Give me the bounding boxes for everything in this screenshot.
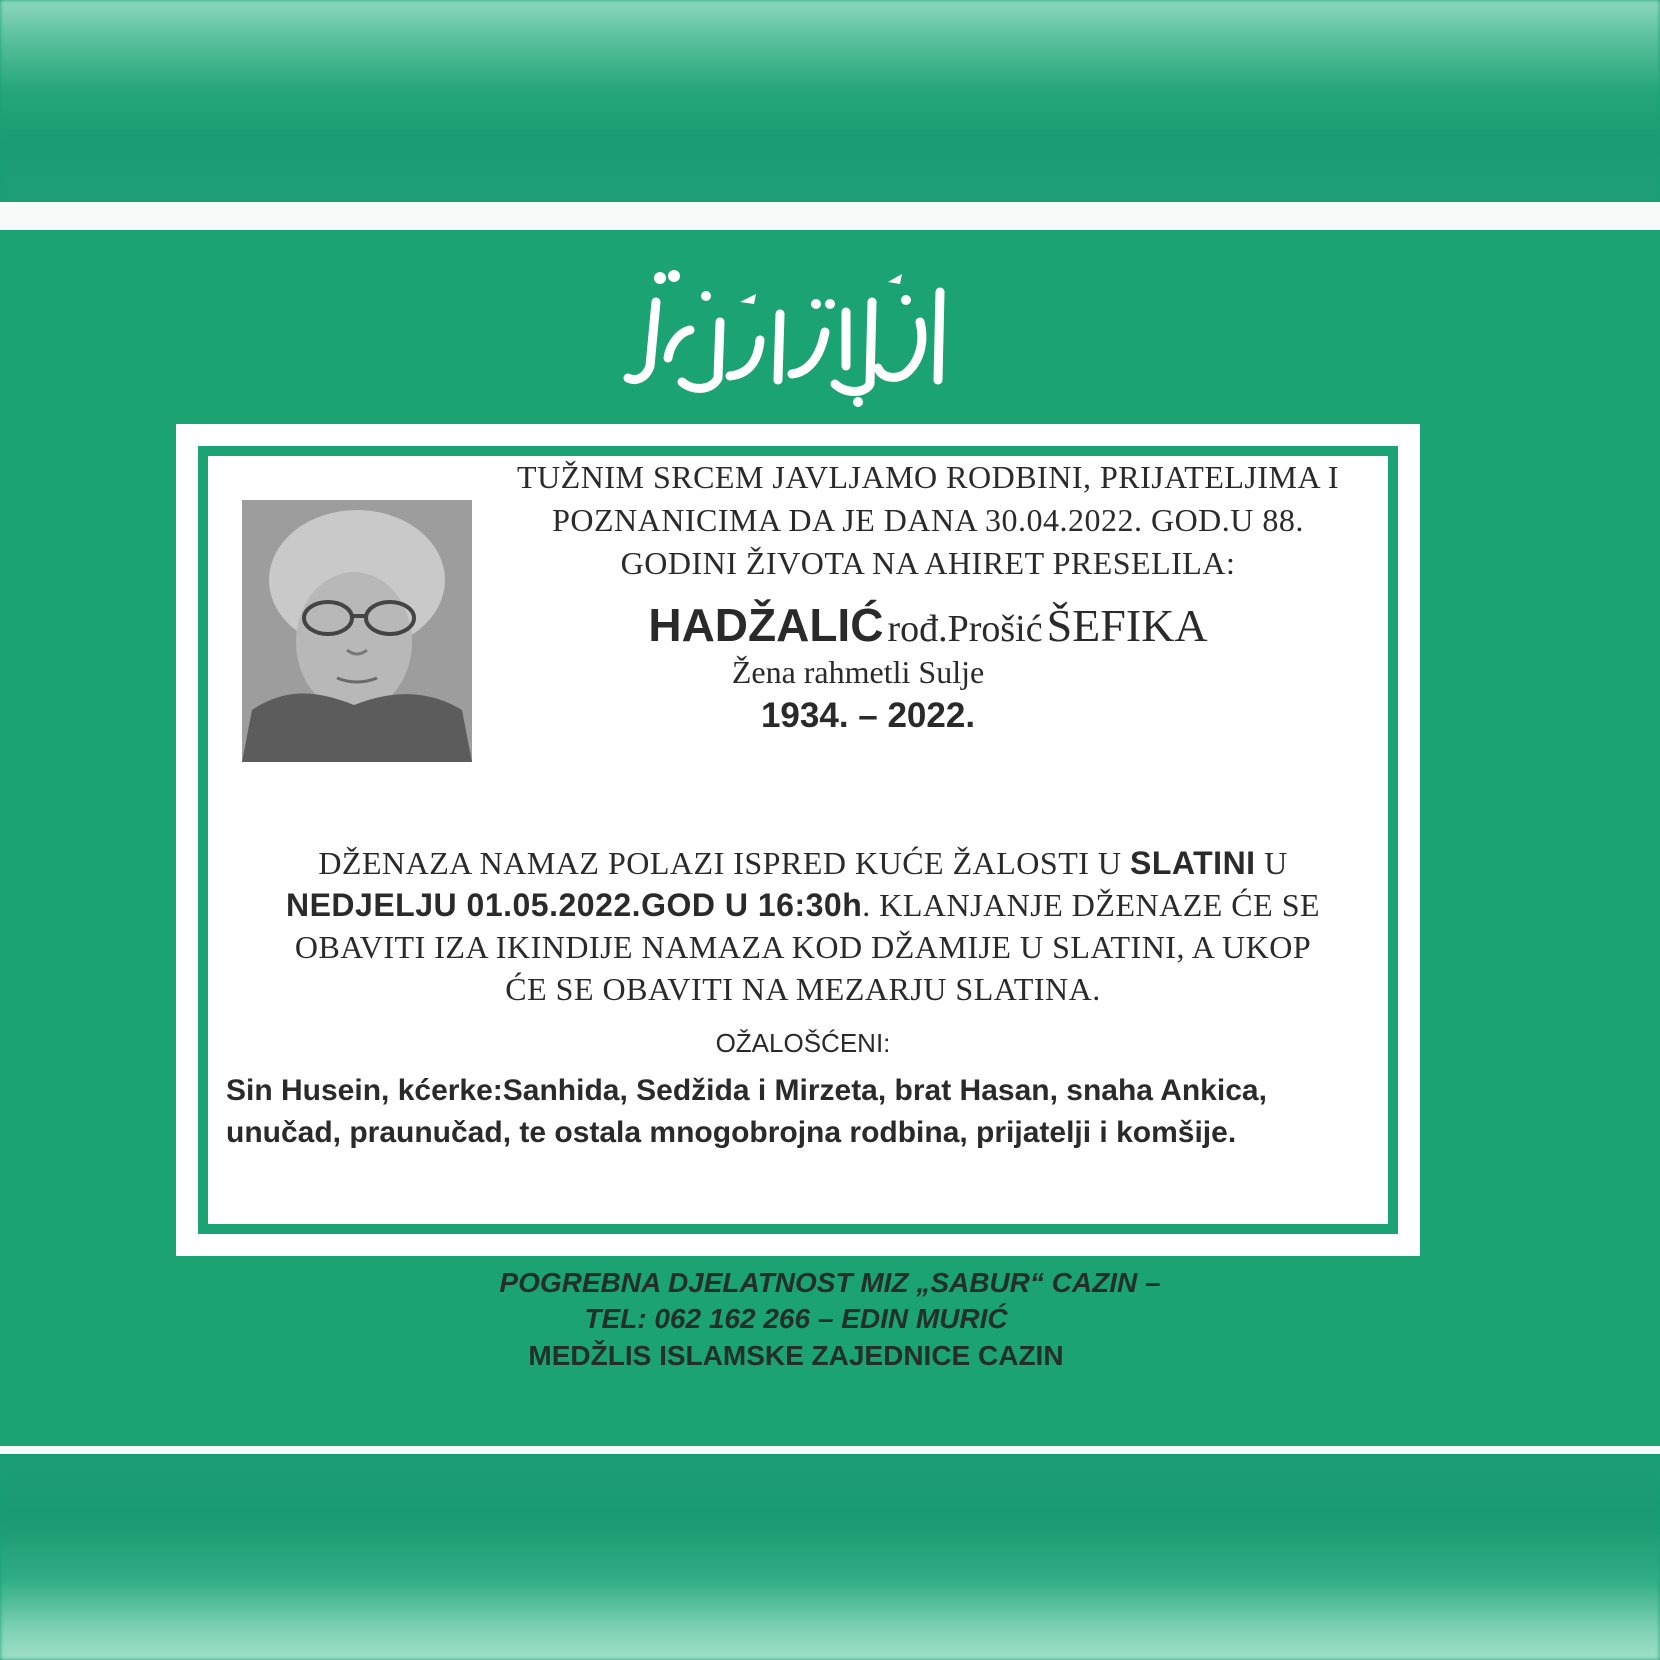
funeral-line-3: OBAVITI IZA IKINDIJE NAMAZA KOD DŽAMIJE U SLATINI, A UKOP: [294, 929, 1312, 965]
funeral-place: SLATINI: [1130, 845, 1256, 881]
mourners-label: OŽALOŠĆENI:: [715, 1028, 891, 1058]
funeral-date-time: NEDJELJU 01.05.2022.GOD U 16:30h: [285, 887, 863, 923]
intro-announcement: [478, 456, 1378, 585]
deceased-maiden-name: rođ.Prošić: [887, 608, 1043, 650]
footer-phone: TEL: 062 162 266 – EDIN MURIĆ: [584, 1303, 1008, 1334]
funeral-line-2-text: . KLANJANJE DŽENAZE ĆE SE: [862, 887, 1321, 923]
intro-line-2: POZNANICIMA DA JE DANA 30.04.2022. GOD.U 88.: [552, 502, 1304, 538]
intro-line-3: GODINI ŽIVOTA NA AHIRET PRESELILA:: [620, 545, 1236, 581]
funeral-line-1-text: DŽENAZA NAMAZ POLAZI ISPRED KUĆE ŽALOSTI U: [318, 845, 1130, 881]
deceased-given-name: ŠEFIKA: [1046, 600, 1208, 651]
bottom-blurred-band: [0, 1460, 1660, 1660]
footer-organization: MEDŽLIS ISLAMSKE ZAJEDNICE CAZIN: [528, 1340, 1064, 1371]
deceased-surname: HADŽALIĆ: [648, 599, 884, 651]
funeral-line-2: [228, 884, 1378, 926]
funeral-line-4: ĆE SE OBAVITI NA MEZARJU SLATINA.: [505, 971, 1101, 1007]
bottom-white-stripe: [0, 1446, 1660, 1454]
top-white-stripe: [0, 202, 1660, 230]
intro-line-1: TUŽNIM SRCEM JAVLJAMO RODBINI, PRIJATELJIMA I: [517, 459, 1339, 495]
deceased-years: 1934. – 2022.: [760, 696, 976, 735]
deceased-portrait-photo: [242, 500, 472, 762]
arabic-calligraphy-logo: [620, 262, 970, 412]
death-notice-card: [176, 424, 1420, 1256]
funeral-details: [228, 842, 1378, 1010]
funeral-line-1: [228, 842, 1378, 884]
footer-funeral-service: POGREBNA DJELATNOST MIZ „SABUR“ CAZIN –: [499, 1267, 1161, 1298]
notice-green-border: [198, 446, 1398, 1234]
top-blurred-band: [0, 0, 1660, 202]
funeral-line-1-end: U: [1255, 845, 1288, 881]
mourners-list: Sin Husein, kćerke:Sanhida, Sedžida i Mirzeta, brat Hasan, snaha Ankica, unučad, praunučad, te ostala mnogobrojna rodbina, prijatelji i komšije.: [226, 1074, 1267, 1149]
deceased-spouse-line: Žena rahmetli Sulje: [731, 654, 985, 690]
deceased-name: [478, 598, 1378, 652]
